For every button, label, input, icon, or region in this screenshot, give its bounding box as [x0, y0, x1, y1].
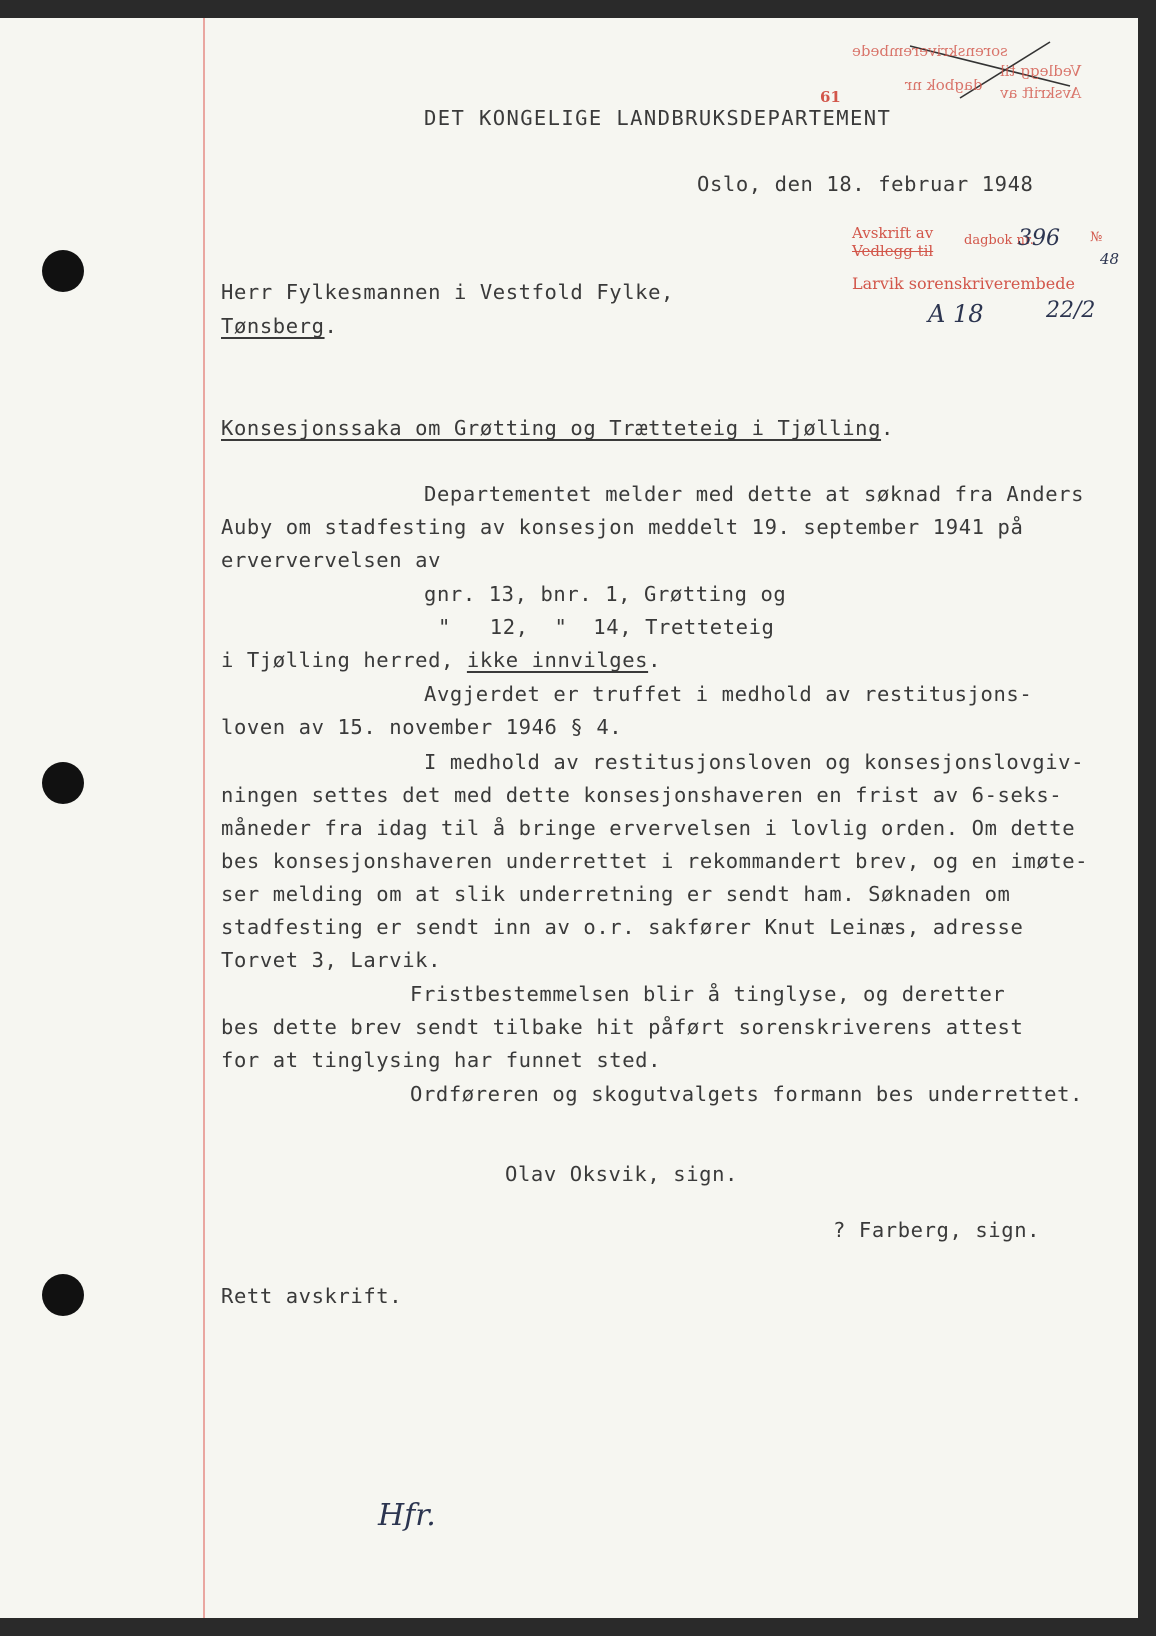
handwritten-ref: A 18	[928, 300, 984, 328]
margin-line	[203, 18, 205, 1618]
body-p3-line2: ningen settes det med dette konsesjonshaveren en frist av 6-seks-	[221, 783, 1063, 807]
body-p3-line5: ser melding om at slik underretning er sendt ham. Søknaden om	[221, 882, 1011, 906]
ministry-heading: DET KONGELIGE LANDBRUKSDEPARTEMENT	[424, 106, 892, 130]
subject-text: Konsesjonssaka om Grøtting og Trætteteig i Tjølling	[221, 416, 882, 440]
stamp-avskrift: Avskrift av	[852, 224, 934, 242]
place-date: Oslo, den 18. februar 1948	[697, 172, 1034, 196]
subject-end: .	[881, 416, 894, 440]
stamp-mirrored-line4: Avskrift av	[1000, 84, 1082, 102]
stamp-mirrored-line3: Vedlegg til	[1000, 62, 1082, 80]
punch-hole-middle	[42, 762, 84, 804]
recipient-line2	[221, 314, 338, 338]
recipient-city-end: .	[324, 314, 338, 338]
body-p2-line1: Avgjerdet er truffet i medhold av restitusjons-	[424, 682, 1033, 706]
body-p1-line2: Auby om stadfesting av konsesjon meddelt 19. september 1941 på	[221, 515, 1024, 539]
property-line2: " 12, " 14, Tretteteig	[438, 615, 775, 639]
body-p5-line1: Ordføreren og skogutvalgets formann bes underrettet.	[410, 1082, 1083, 1106]
body-p1-line3: erververvelsen av	[221, 548, 442, 572]
body-p1-line4	[221, 648, 661, 672]
subject-line	[221, 416, 894, 440]
body-p2-line2: loven av 15. november 1946 § 4.	[221, 715, 623, 739]
body-p4-line3: for at tinglysing har funnet sted.	[221, 1048, 662, 1072]
dagbok-number: 396	[1018, 226, 1060, 251]
stamp-no-mark: №	[1090, 230, 1103, 245]
punch-hole-bottom	[42, 1274, 84, 1316]
page-mark: 61	[820, 88, 841, 106]
body-p1-line1: Departementet melder med dette at søknad fra Anders	[424, 482, 1085, 506]
body-p3-line7: Torvet 3, Larvik.	[221, 948, 442, 972]
handwritten-initials: Hfr.	[378, 1498, 436, 1533]
body-p1-line4-a: i Tjølling herred,	[221, 648, 467, 672]
document-page	[0, 18, 1138, 1618]
recipient-line1: Herr Fylkesmannen i Vestfold Fylke,	[221, 280, 674, 304]
body-p4-line1: Fristbestemmelsen blir å tinglyse, og deretter	[410, 982, 1006, 1006]
body-p1-line4-c: .	[648, 648, 662, 672]
body-p3-line4: bes konsesjonshaveren underrettet i rekommandert brev, og en imøte-	[221, 849, 1089, 873]
signature-minister: Olav Oksvik, sign.	[505, 1162, 738, 1186]
stamp-mirrored-line2: dagbok nr	[905, 76, 983, 94]
stamp-vedlegg: Vedlegg til	[852, 242, 934, 260]
dagbok-year: 48	[1100, 250, 1120, 268]
true-copy-note: Rett avskrift.	[221, 1284, 403, 1308]
body-p3-line3: måneder fra idag til å bringe ervervelsen i lovlig orden. Om dette	[221, 816, 1076, 840]
stamp-office: Larvik sorenskriverembede	[852, 274, 1075, 293]
body-p4-line2: bes dette brev sendt tilbake hit påført sorenskriverens attest	[221, 1015, 1024, 1039]
signature-official: ? Farberg, sign.	[833, 1218, 1041, 1242]
body-p3-line1: I medhold av restitusjonsloven og konsesjonslovgiv-	[424, 750, 1085, 774]
punch-hole-top	[42, 250, 84, 292]
stamp-mirrored-line1: sorenskriverembede	[852, 42, 1008, 60]
body-p3-line6: stadfesting er sendt inn av o.r. sakfører Knut Leinæs, adresse	[221, 915, 1024, 939]
handwritten-date: 22/2	[1046, 298, 1096, 323]
recipient-city: Tønsberg	[221, 314, 325, 338]
stamp-dagbok: dagbok nr.	[964, 233, 1034, 248]
property-line1: gnr. 13, bnr. 1, Grøtting og	[424, 582, 787, 606]
decision-text: ikke innvilges	[466, 648, 649, 672]
